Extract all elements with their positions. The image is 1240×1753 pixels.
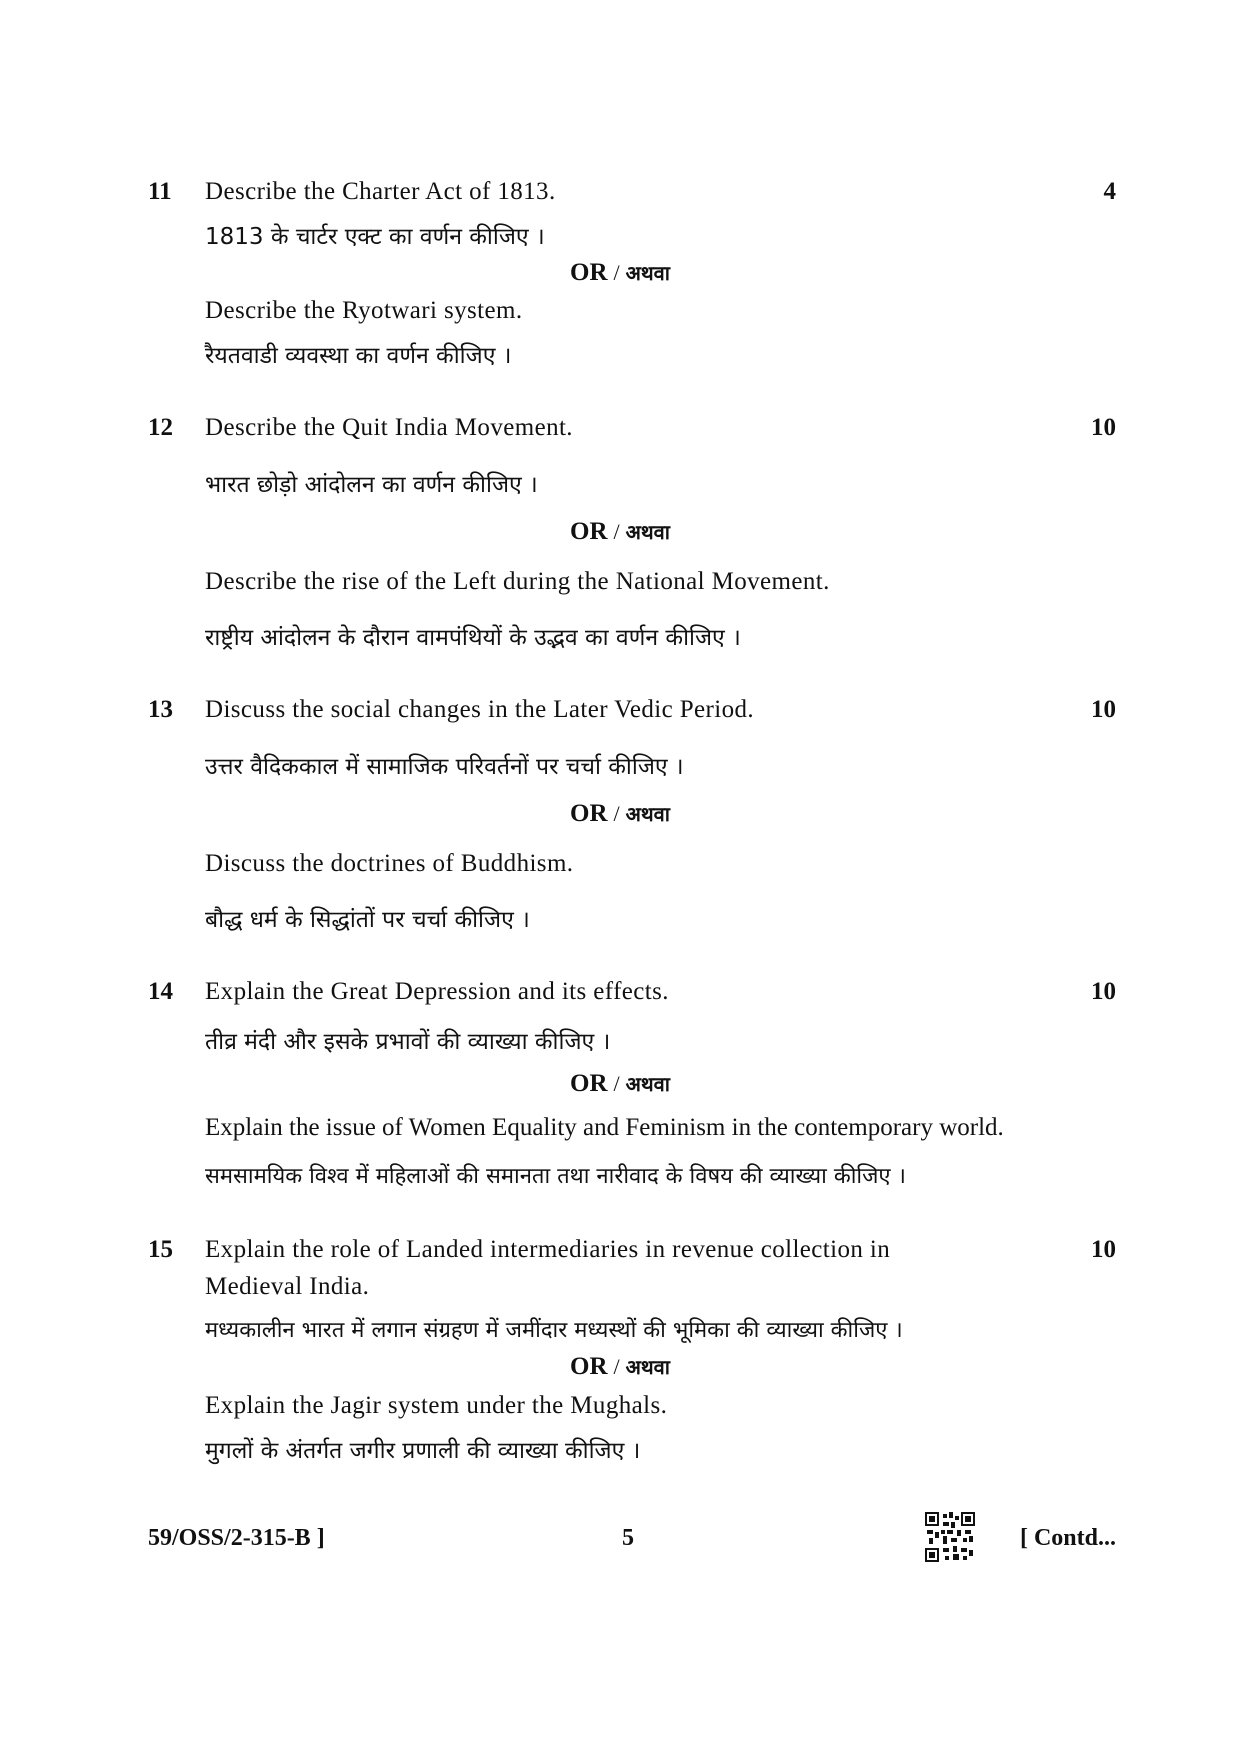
question-text-hi: तीव्र मंदी और इसके प्रभावों की व्याख्या कीजिए । [205,1029,611,1055]
or-separator: OR / अथवा [570,1353,670,1380]
alternative-text-en: Describe the rise of the Left during the National Movement. [205,568,830,595]
or-separator: OR / अथवा [570,1070,670,1097]
question-marks: 10 [1091,1236,1116,1263]
question-text-en-line1: Explain the role of Landed intermediaries in revenue collection in [205,1236,891,1263]
paper-code: 59/OSS/2-315-B ] [148,1525,325,1551]
question-number: 11 [148,178,172,205]
question-marks: 10 [1091,978,1116,1005]
question-number: 15 [148,1236,173,1263]
alternative-text-hi: मुगलों के अंतर्गत जगीर प्रणाली की व्याख्या कीजिए । [205,1438,641,1464]
alternative-text-en: Explain the Jagir system under the Mughals. [205,1392,668,1419]
question-marks: 4 [1103,178,1116,205]
question-number: 12 [148,414,173,441]
qr-code-icon [925,1512,975,1562]
question-text-hi: भारत छोड़ो आंदोलन का वर्णन कीजिए । [205,472,538,498]
alternative-text-en: Explain the issue of Women Equality and Feminism in the contemporary world. [205,1114,1004,1141]
or-separator: OR / अथवा [570,518,670,545]
continued-label: [ Contd... [1019,1525,1116,1551]
alternative-text-en: Discuss the doctrines of Buddhism. [205,850,574,877]
question-text-en: Explain the Great Depression and its effects. [205,978,669,1005]
or-separator: OR / अथवा [570,800,670,827]
question-text-en-line2: Medieval India. [205,1273,370,1300]
alternative-text-hi: बौद्ध धर्म के सिद्धांतों पर चर्चा कीजिए । [205,907,530,933]
question-number: 14 [148,978,173,1005]
question-text-hi: मध्यकालीन भारत में लगान संग्रहण में जमींदार मध्यस्थों की भूमिका की व्याख्या कीजिए । [205,1318,903,1343]
question-text-en: Discuss the social changes in the Later Vedic Period. [205,696,755,723]
question-text-hi: उत्तर वैदिककाल में सामाजिक परिवर्तनों पर चर्चा कीजिए । [205,754,684,780]
question-marks: 10 [1091,414,1116,441]
question-number: 13 [148,696,173,723]
alternative-text-hi: राष्ट्रीय आंदोलन के दौरान वामपंथियों के उद्भव का वर्णन कीजिए । [205,625,741,651]
or-separator: OR / अथवा [570,259,670,286]
alternative-text-hi: रैयतवाडी व्यवस्था का वर्णन कीजिए । [205,343,512,369]
alternative-text-hi: समसामयिक विश्व में महिलाओं की समानता तथा नारीवाद के विषय की व्याख्या कीजिए । [205,1164,906,1189]
question-text-hi: 1813 के चार्टर एक्ट का वर्णन कीजिए । [205,224,545,250]
question-marks: 10 [1091,696,1116,723]
page-number: 5 [622,1525,634,1551]
question-text-en: Describe the Charter Act of 1813. [205,178,556,205]
question-text-en: Describe the Quit India Movement. [205,414,573,441]
alternative-text-en: Describe the Ryotwari system. [205,297,523,324]
